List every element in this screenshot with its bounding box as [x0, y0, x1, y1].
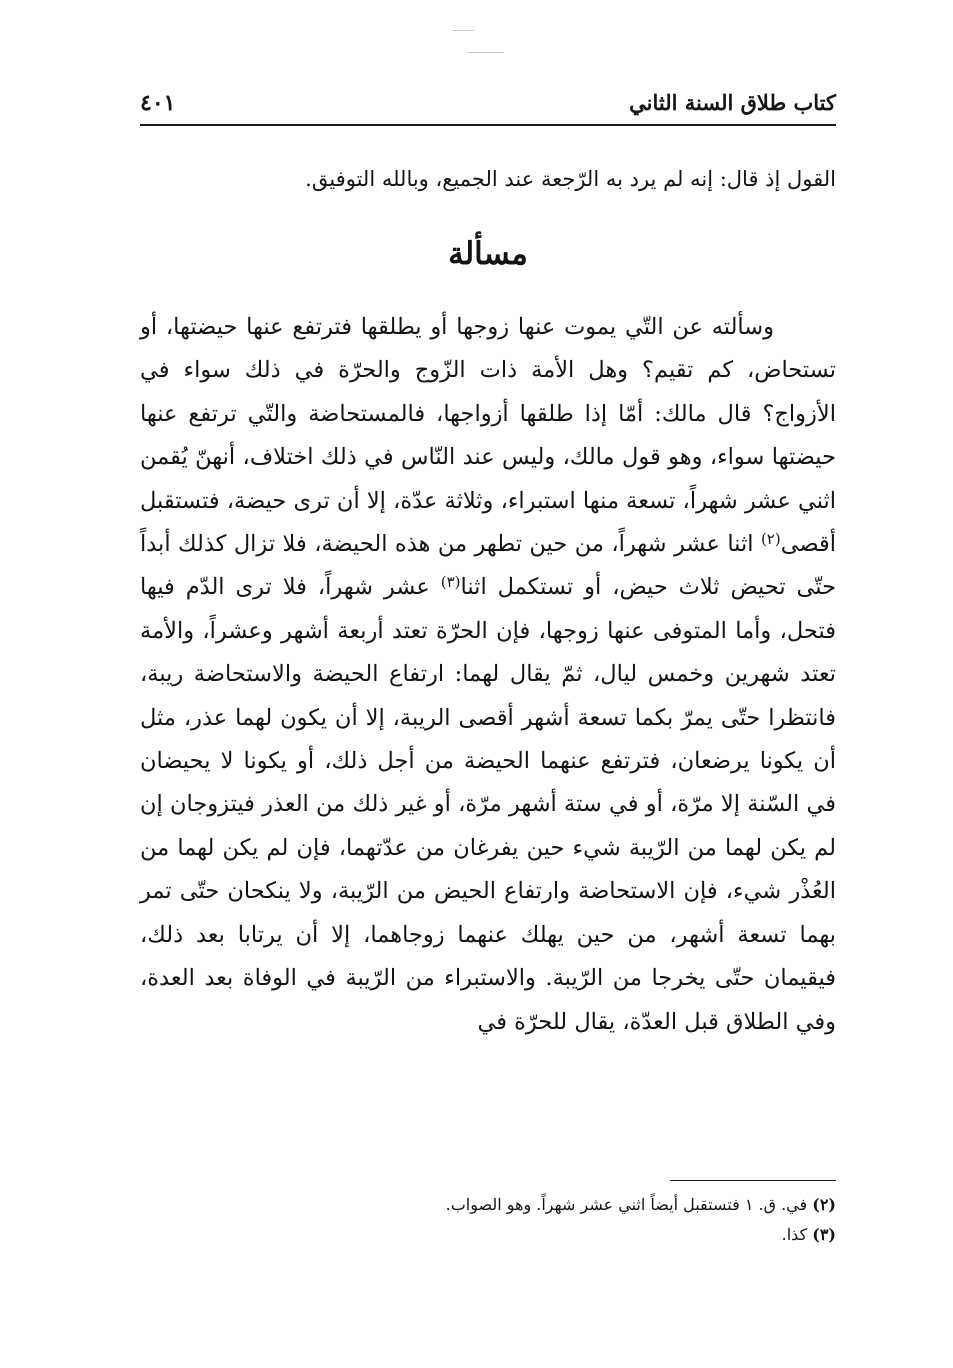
scan-mark — [468, 52, 504, 53]
footnote — [140, 1190, 836, 1220]
body-text-part: عشر شهراً، فلا ترى الدّم فيها فتحل، وأما المتوفى عنها زوجها، فإن الحرّة تعتد أربعة أشهر وعشراً، والأمة تعتد شهرين وخمس ليال، ثمّ يقال لهما: ارتفاع الحيضة والاستحاضة ريبة، فانتظرا حتّى يمرّ بكما تسعة أشهر أقصى الريبة، إلا أن يكون لهما عذر، مثل أن يكونا يرضعان، فترتفع عنهما الحيضة من أجل ذلك، أو يكونا لا يحيضان في السّنة إلا مرّة، أو في ستة أشهر مرّة، أو غير ذلك من العذر فيتزوجان إن لم يكن لهما من الرّيبة شيء حين يفرغان من عدّتهما، فإن لم يكن لهما من العُذْر شيء، فإن الاستحاضة وارتفاع الحيض من الرّيبة، ولا ينكحان حتّى تمر بهما تسعة أشهر، من حين يهلك عنهما زوجاهما، إلا أن يرتابا بعد ذلك، فيقيمان حتّى يخرجا من الرّيبة. والاستبراء من الرّيبة في الوفاة بعد العدة، وفي الطلاق قبل العدّة، يقال للحرّة في — [140, 574, 836, 1035]
footnote — [140, 1220, 836, 1250]
page-number: ٤٠١ — [140, 90, 176, 116]
footnotes — [140, 1190, 836, 1250]
scan-mark — [452, 30, 474, 31]
section-title: مسألة — [448, 236, 528, 272]
body-text-part: اثنا عشر شهراً، من حين تطهر من هذه الحيضة، فلا تزال كذلك أبداً حتّى تحيض ثلاث حيض، أو تستكمل اثنا — [140, 531, 836, 601]
header-rule — [140, 124, 836, 126]
body-paragraph — [140, 306, 836, 1044]
body-text-part: وسألته عن التّي يموت عنها زوجها أو يطلقها فترتفع عنها حيضتها، أو تستحاض، كم تقيم؟ وهل الأمة ذات الزّوج والحرّة في ذلك سواء في الأزواج؟ قال مالك: أمّا إذا طلقها أزواجها، فالمستحاضة والتّي ترتفع عنها حيضتها سواء، وهو قول مالك، وليس عند النّاس في ذلك اختلاف، أنهنّ يُقمن اثني عشر شهراً، تسعة منها استبراء، وثلاثة عدّة، إلا أن ترى حيضة، فتستقبل أقصى — [140, 314, 836, 558]
footnote-number: (٣) — [812, 1225, 836, 1244]
opening-line: القول إذ قال: إنه لم يرد به الرّجعة عند الجميع، وبالله التوفيق. — [305, 167, 836, 191]
footnote-reference: (٣) — [440, 573, 461, 592]
footnote-text: كذا. — [781, 1225, 808, 1244]
footnote-text: في. ق. ١ فتستقبل أيضاً اثني عشر شهراً. وهو الصواب. — [445, 1195, 808, 1214]
running-title: كتاب طلاق السنة الثاني — [629, 90, 836, 115]
footnote-reference: (٢) — [760, 530, 781, 549]
running-header — [140, 88, 836, 124]
footnote-rule — [670, 1180, 836, 1181]
footnote-number: (٢) — [812, 1195, 836, 1214]
